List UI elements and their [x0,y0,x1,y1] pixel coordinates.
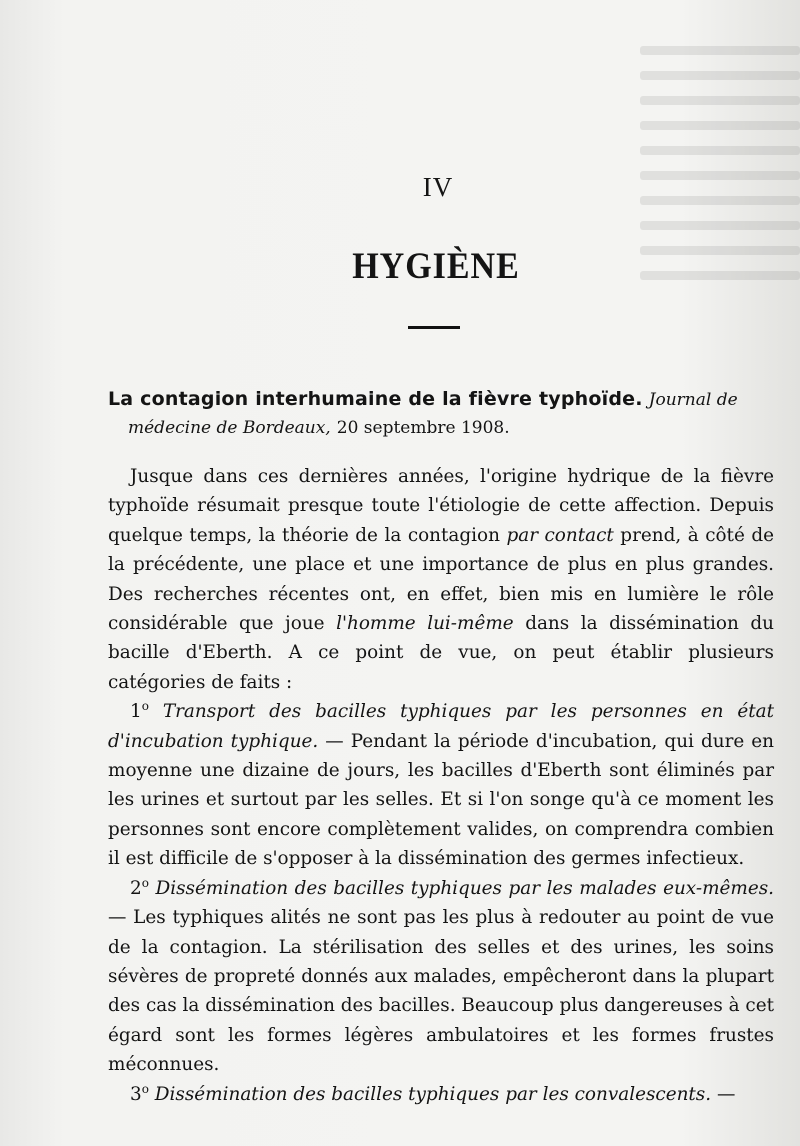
journal-name-part2: médecine de Bordeaux, [128,418,331,438]
point-3-ordinal: o [141,1081,149,1096]
article-heading [108,386,774,442]
article-title: La contagion interhumaine de la fièvre typhoïde. [108,388,643,410]
intro-text-1: Jusque dans ces dernières années, l'origine hydrique de la fièvre typhoïde résumait presque toute l'étiologie de cette affection. Depuis quelque temps, la théorie de la contagion [108,466,774,546]
title-rule [408,326,460,329]
point-1-text: — Pendant la période d'incubation, qui dure en moyenne une dizaine de jours, les bacilles d'Eberth sont éliminés par les urines et surtout par les selles. Et si l'on songe qu'à ce moment les personnes sont encore complètement valides, on comprendra combien il est difficile de s'opposer à la dissémination des germes infectieux. [108,730,774,870]
article-source-line [108,416,510,438]
point-1-ordinal: o [141,699,149,714]
chapter-title: HYGIÈNE [352,246,520,287]
publication-date: 20 septembre 1908. [336,418,510,438]
point-2-heading: Dissémination des bacilles typhiques par les malades eux-mêmes. [155,877,774,899]
intro-text-3: dans la dissémination du bacille d'Eberth. A ce point de vue, on peut établir plusieurs catégories de faits : [108,613,774,693]
main-content [108,386,774,1109]
point-1-paragraph [108,697,774,873]
intro-paragraph [108,462,774,697]
point-3-number: 3 [130,1083,142,1105]
point-3-heading: Dissémination des bacilles typhiques par les convalescents. [154,1083,712,1105]
intro-text-2: prend, à côté de la précédente, une place et une importance de plus en plus grandes. Des recherches récentes ont, en effet, bien mis en lumière le rôle considérable que joue [108,524,775,635]
bleed-through-shadow [600,30,800,410]
chapter-number: IV [422,172,454,202]
point-2-number: 2 [130,877,142,899]
journal-name-part1: Journal de [648,390,738,410]
article-body [108,462,774,1109]
point-1-heading: Transport des bacilles typhiques par les personnes en état d'incubation typhique. [108,701,774,752]
point-3-text: — [711,1083,736,1105]
point-2-ordinal: o [141,875,149,890]
point-2-text: — Les typhiques alités ne sont pas les plus à redouter au point de vue de la contagion. La stérilisation des selles et des urines, les soins sévères de propreté donnés aux malades, empêcheront dans la plupart des cas la dissémination des bacilles. Beaucoup plus dangereuses à cet égard sont les formes légères ambulatoires et les formes frustes méconnues. [108,907,774,1076]
intro-italic-1: par contact [506,524,614,546]
point-1-number: 1 [130,701,142,723]
intro-italic-2: l'homme lui-même [336,613,514,635]
point-2-paragraph [108,874,774,1080]
point-3-paragraph [108,1080,774,1109]
